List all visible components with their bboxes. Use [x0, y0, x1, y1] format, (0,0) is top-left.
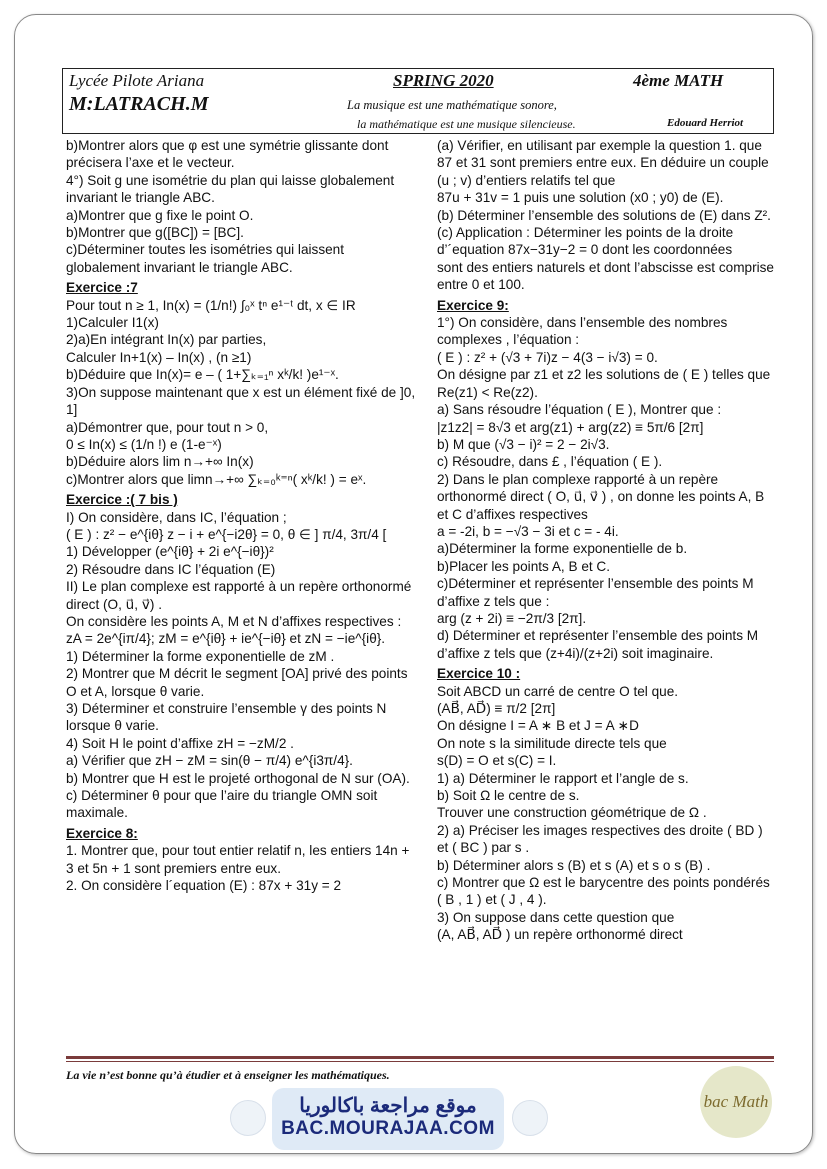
exercise-line: (AB⃗, AD⃗) ≡ π/2 [2π] [437, 701, 556, 716]
quote-line-2: la mathématique est une musique silencieuse. [357, 117, 576, 131]
quote-line-1: La musique est une mathématique sonore, [347, 98, 557, 112]
exercise-line: a)Déterminer la forme exponentielle de b. [437, 541, 688, 557]
exercise-line: On considère les points A, M et N d’affixes respectives : [66, 613, 402, 629]
exercise-line: On désigne par z1 et z2 les solutions de ( E ) telles que Re(z1) < Re(z2). [437, 367, 771, 400]
exercise-line: s(D) = O et s(C) = I. [437, 753, 557, 769]
exercise-line: I) On considère, dans IC, l’équation ; [66, 509, 287, 525]
exercise-line: b)Placer les points A, B et C. [437, 558, 611, 574]
exercise-line: b) M que (√3 − i)² = 2 − 2i√3. [437, 436, 610, 452]
exercise-line: II) Le plan complexe est rapporté à un repère orthonormé direct (O, u⃗, v⃗) . [66, 579, 412, 612]
exercise-line: d’´equation 87x−31y−2 = 0 dont les coordonnées [437, 242, 733, 258]
exercise-title: Exercice 10 : [437, 666, 521, 682]
site-name-arabic: موقع مراجعة باكالوريا [299, 1095, 477, 1117]
exercise-line: 4°) Soit g une isométrie du plan qui laisse globalement invariant le triangle ABC. [66, 172, 395, 206]
exercise-line: 2) a) Préciser les images respectives des droite ( BD ) et ( BC ) par s . [437, 822, 763, 856]
exercise-line: c) Déterminer θ pour que l’aire du triangle OMN soit maximale. [66, 788, 378, 821]
exercise-line: 1) a) Déterminer le rapport et l’angle de s. [437, 770, 689, 786]
exercise-title: Exercice 9: [437, 297, 509, 313]
right-badge-icon [512, 1100, 548, 1136]
exercise-line: 0 ≤ In(x) ≤ (1/n !) e (1-e⁻ˣ) [66, 436, 222, 452]
exercise-line: (b) Déterminer l’ensemble des solutions de (E) dans Z². [437, 207, 771, 223]
exercise-line: c) Résoudre, dans £ , l’équation ( E ). [437, 454, 663, 470]
class-level: 4ème MATH [633, 71, 724, 90]
exercise-line: b)Montrer alors que φ est une symétrie glissante dont précisera l’axe et le vecteur. [66, 138, 389, 171]
exercise-line: 3) Déterminer et construire l’ensemble γ des points N lorsque θ varie. [66, 701, 387, 734]
exercise-line: b)Déduire que In(x)= e – ( 1+∑ₖ₌₁ⁿ xᵏ/k! )e¹⁻ˣ. [66, 367, 339, 383]
exercise-line: sont des entiers naturels et dont l’abscisse est comprise entre 0 et 100. [437, 259, 774, 293]
exercise-line: zA = 2e^{iπ/4}; zM = e^{iθ} + ie^{−iθ} et zN = −ie^{iθ}. [66, 631, 386, 647]
exercise-line: c)Montrer alors que limn→+∞ ∑ₖ₌₀ᵏ⁼ⁿ( xᵏ/k! ) = eˣ. [66, 471, 367, 487]
exercise-line: 87u + 31v = 1 puis une solution (x0 ; y0) de (E). [437, 190, 724, 206]
bac-math-logo: bac Math [700, 1066, 772, 1138]
exercise-line: 1) Déterminer la forme exponentielle de zM . [66, 648, 335, 664]
teacher-name: M:LATRACH.M [69, 93, 209, 115]
exercise-line: On désigne I = A ∗ B et J = A ∗D [437, 718, 639, 734]
exercise-line: (A, AB⃗, AD⃗ ) un repère orthonormé direct [437, 927, 683, 943]
exercise-line: Calculer In+1(x) – In(x) , (n ≥1) [66, 349, 252, 365]
footer-motto: La vie n’est bonne qu’à étudier et à enseigner les mathématiques. [66, 1068, 390, 1082]
exercise-line: Trouver une construction géométrique de Ω . [437, 805, 707, 821]
exercise-line: 3) On suppose dans cette question que [437, 909, 675, 925]
exercise-line: |z1z2| = 8√3 et arg(z1) + arg(z2) ≡ 5π/6 [2π] [437, 419, 704, 435]
exercise-line: 2. On considère l´equation (E) : 87x + 31y = 2 [66, 878, 342, 894]
exercise-line: c)Déterminer et représenter l’ensemble des points M d’affixe z tels que : [437, 576, 754, 609]
exercise-line: arg (z + 2i) ≡ −2π/3 [2π]. [437, 610, 587, 626]
exercise-line: b) Montrer que H est le projeté orthogonal de N sur (OA). [66, 770, 410, 786]
exercise-line: d) Déterminer et représenter l’ensemble des points M d’affixe z tels que (z+4i)/(z+2i) soit imaginaire. [437, 628, 759, 661]
exercise-line: 4) Soit H le point d’affixe zH = −zM/2 . [66, 735, 294, 751]
exercise-line: 1. Montrer que, pour tout entier relatif n, les entiers 14n + 3 et 5n + 1 sont premiers entre eux. [66, 843, 410, 876]
footer-divider-thin [66, 1061, 774, 1062]
document-title: SPRING 2020 [393, 71, 494, 90]
exercise-line: b)Montrer que g([BC]) = [BC]. [66, 225, 244, 241]
site-banner[interactable] [272, 1088, 504, 1150]
document-header [62, 68, 774, 134]
exercise-line: ( E ) : z² − e^{iθ} z − i + e^{−i2θ} = 0, θ ∈ ] π/4, 3π/4 [ [66, 526, 387, 542]
exercise-line: (a) Vérifier, en utilisant par exemple la question 1. que 87 et 31 sont premiers entre eux. En déduire un couple (u ; v) d’entiers relatifs tel que [437, 138, 769, 188]
exercise-line: 1°) On considère, dans l’ensemble des nombres complexes , l’équation : [437, 315, 728, 348]
exercise-line: 2)a)En intégrant In(x) par parties, [66, 332, 267, 348]
quote-author: Edouard Herriot [667, 117, 744, 129]
exercise-line: Soit ABCD un carré de centre O tel que. [437, 683, 679, 699]
left-column [66, 137, 418, 894]
footer-divider [66, 1056, 774, 1059]
exercise-line: a = -2i, b = −√3 − 3i et c = - 4i. [437, 523, 619, 539]
exercise-line: c) Montrer que Ω est le barycentre des points pondérés ( B , 1 ) et ( J , 4 ). [437, 875, 770, 908]
exercise-line: Pour tout n ≥ 1, In(x) = (1/n!) ∫₀ˣ tⁿ e¹⁻ᵗ dt, x ∈ IR [66, 297, 356, 313]
right-column [437, 137, 775, 944]
exercise-line: a)Démontrer que, pour tout n > 0, [66, 419, 269, 435]
site-url[interactable]: BAC.MOURAJAA.COM [281, 1118, 495, 1139]
exercise-line: b) Soit Ω le centre de s. [437, 788, 580, 804]
exercise-line: ( E ) : z² + (√3 + 7i)z − 4(3 − i√3) = 0. [437, 349, 658, 365]
exercise-line: 2) Dans le plan complexe rapporté à un repère orthonormé direct ( O, u⃗, v⃗ ) , on donne les points A, B et C d’affixes respectives [437, 471, 765, 522]
exercise-line: a) Sans résoudre l’équation ( E ), Montrer que : [437, 402, 722, 418]
exercise-line: 1)Calculer I1(x) [66, 315, 159, 331]
exercise-line: b) Déterminer alors s (B) et s (A) et s o s (B) . [437, 857, 711, 873]
left-badge-icon [230, 1100, 266, 1136]
exercise-title: Exercice 8: [66, 825, 138, 841]
exercise-title: Exercice :( 7 bis ) [66, 492, 178, 508]
school-name: Lycée Pilote Ariana [69, 71, 205, 90]
exercise-line: a) Vérifier que zH − zM = sin(θ − π/4) e^{i3π/4}. [66, 753, 353, 769]
exercise-title: Exercice :7 [66, 280, 138, 296]
exercise-line: a)Montrer que g fixe le point O. [66, 207, 254, 223]
exercise-line: 3)On suppose maintenant que x est un élément fixé de ]0, 1] [66, 384, 416, 418]
exercise-line: 1) Développer (e^{iθ} + 2i e^{−iθ})² [66, 544, 274, 560]
exercise-line: c)Déterminer toutes les isométries qui laissent globalement invariant le triangle ABC. [66, 242, 345, 275]
exercise-line: 2) Montrer que M décrit le segment [OA] privé des points O et A, lorsque θ varie. [66, 666, 408, 699]
exercise-line: b)Déduire alors lim n→+∞ In(x) [66, 454, 254, 470]
exercise-line: (c) Application : Déterminer les points de la droite [437, 225, 734, 241]
exercise-line: On note s la similitude directe tels que [437, 735, 667, 751]
exercise-line: 2) Résoudre dans IC l’équation (E) [66, 561, 276, 577]
